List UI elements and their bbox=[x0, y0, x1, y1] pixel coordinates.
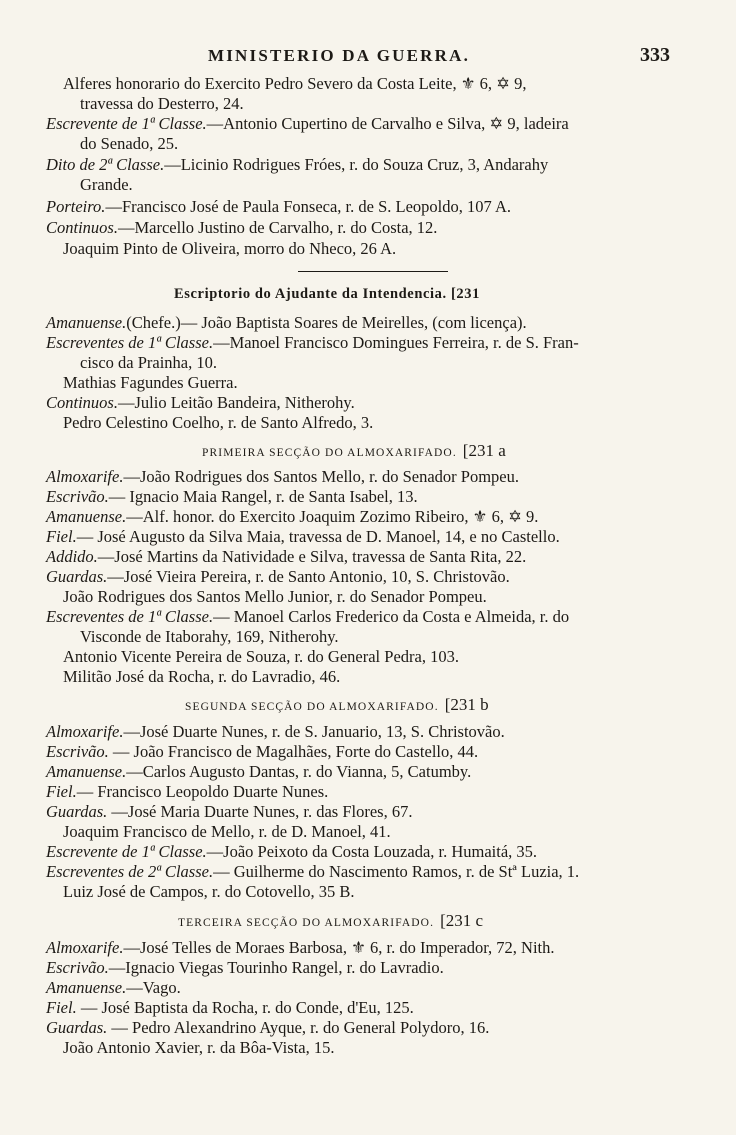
entry-line: Amanuense.—Alf. honor. do Exercito Joaquim Zozimo Ribeiro, ⚜ 6, ✡ 9. bbox=[46, 507, 539, 526]
entry-line: Almoxarife.—José Telles de Moraes Barbosa, ⚜ 6, r. do Imperador, 72, Nith. bbox=[46, 938, 555, 957]
entry-line: Escrivão. — João Francisco de Magalhães, Forte do Castello, 44. bbox=[46, 742, 479, 761]
entry-line: do Senado, 25. bbox=[80, 134, 179, 153]
entry-line: João Rodrigues dos Santos Mello Junior, r. do Senador Pompeu. bbox=[63, 587, 487, 606]
entry-line: Joaquim Francisco de Mello, r. de D. Manoel, 41. bbox=[63, 822, 391, 841]
entry-line: Amanuense.—Vago. bbox=[46, 978, 181, 997]
entry-line: Antonio Vicente Pereira de Souza, r. do General Pedra, 103. bbox=[63, 647, 459, 666]
section-heading: TERCEIRA SECÇÃO DO ALMOXARIFADO. [231 c bbox=[178, 911, 484, 930]
section-title: Escriptorio do Ajudante da Intendencia. [231 bbox=[174, 286, 480, 302]
entry-line: Guardas. — Pedro Alexandrino Ayque, r. do General Polydoro, 16. bbox=[46, 1018, 490, 1037]
entry-line: travessa do Desterro, 24. bbox=[80, 94, 244, 113]
entry-line: Fiel. — José Baptista da Rocha, r. do Conde, d'Eu, 125. bbox=[46, 998, 414, 1017]
entry-line: Escrivão.— Ignacio Maia Rangel, r. de Santa Isabel, 13. bbox=[46, 487, 418, 506]
entry-line: Militão José da Rocha, r. do Lavradio, 46. bbox=[63, 667, 341, 686]
entry-line: Escrevente de 1ª Classe.—Antonio Cupertino de Carvalho e Silva, ✡ 9, ladeira bbox=[46, 114, 569, 133]
entry-line: Escrevente de 1ª Classe.—João Peixoto da Costa Louzada, r. Humaitá, 35. bbox=[46, 842, 538, 861]
section-heading: PRIMEIRA SECÇÃO DO ALMOXARIFADO. [231 a bbox=[202, 441, 506, 460]
entry-line: Guardas. —José Maria Duarte Nunes, r. das Flores, 67. bbox=[46, 802, 413, 821]
entry-line: Dito de 2ª Classe.—Licinio Rodrigues Fróes, r. do Souza Cruz, 3, Andarahy bbox=[46, 155, 549, 174]
entry-line: Almoxarife.—João Rodrigues dos Santos Mello, r. do Senador Pompeu. bbox=[46, 467, 519, 486]
running-head: MINISTERIO DA GUERRA. bbox=[208, 46, 471, 65]
entry-line: Fiel.— José Augusto da Silva Maia, travessa de D. Manoel, 14, e no Castello. bbox=[46, 527, 560, 546]
entry-line: Joaquim Pinto de Oliveira, morro do Nheco, 26 A. bbox=[63, 239, 397, 258]
entry-line: Escreventes de 1ª Classe.—Manoel Francisco Domingues Ferreira, r. de S. Fran- bbox=[46, 333, 579, 352]
entry-line: Fiel.— Francisco Leopoldo Duarte Nunes. bbox=[46, 782, 329, 801]
entry-line: Amanuense.—Carlos Augusto Dantas, r. do Vianna, 5, Catumby. bbox=[46, 762, 472, 781]
entry-line: Escreventes de 1ª Classe.— Manoel Carlos Frederico da Costa e Almeida, r. do bbox=[46, 607, 570, 626]
entry-line: Luiz José de Campos, r. do Cotovello, 35 B. bbox=[63, 882, 355, 901]
entry-line: Addido.—José Martins da Natividade e Silva, travessa de Santa Rita, 22. bbox=[46, 547, 527, 566]
entry-line: Continuos.—Julio Leitão Bandeira, Nitherohy. bbox=[46, 393, 355, 412]
page-number: 333 bbox=[640, 44, 670, 66]
entry-line: Escrivão.—Ignacio Viegas Tourinho Rangel, r. do Lavradio. bbox=[46, 958, 444, 977]
entry-line: Visconde de Itaborahy, 169, Nitherohy. bbox=[80, 627, 339, 646]
section-divider bbox=[298, 271, 448, 272]
page-header bbox=[0, 44, 736, 72]
entry-line: Alferes honorario do Exercito Pedro Severo da Costa Leite, ⚜ 6, ✡ 9, bbox=[63, 74, 527, 93]
entry-line: Almoxarife.—José Duarte Nunes, r. de S. Januario, 13, S. Christovão. bbox=[46, 722, 505, 741]
section-heading: SEGUNDA SECÇÃO DO ALMOXARIFADO. [231 b bbox=[185, 695, 489, 714]
entry-line: Amanuense.(Chefe.)— João Baptista Soares de Meirelles, (com licença). bbox=[46, 313, 527, 332]
entry-line: Porteiro.—Francisco José de Paula Fonseca, r. de S. Leopoldo, 107 A. bbox=[46, 197, 512, 216]
entry-line: Guardas.—José Vieira Pereira, r. de Santo Antonio, 10, S. Christovão. bbox=[46, 567, 510, 586]
entry-line: João Antonio Xavier, r. da Bôa-Vista, 15. bbox=[63, 1038, 335, 1057]
entry-line: Grande. bbox=[80, 175, 133, 194]
entry-line: Mathias Fagundes Guerra. bbox=[63, 373, 238, 392]
entry-line: Continuos.—Marcello Justino de Carvalho, r. do Costa, 12. bbox=[46, 218, 438, 237]
entry-line: Pedro Celestino Coelho, r. de Santo Alfredo, 3. bbox=[63, 413, 374, 432]
entry-line: cisco da Prainha, 10. bbox=[80, 353, 218, 372]
entry-line: Escreventes de 2ª Classe.— Guilherme do Nascimento Ramos, r. de Stª Luzia, 1. bbox=[46, 862, 580, 881]
